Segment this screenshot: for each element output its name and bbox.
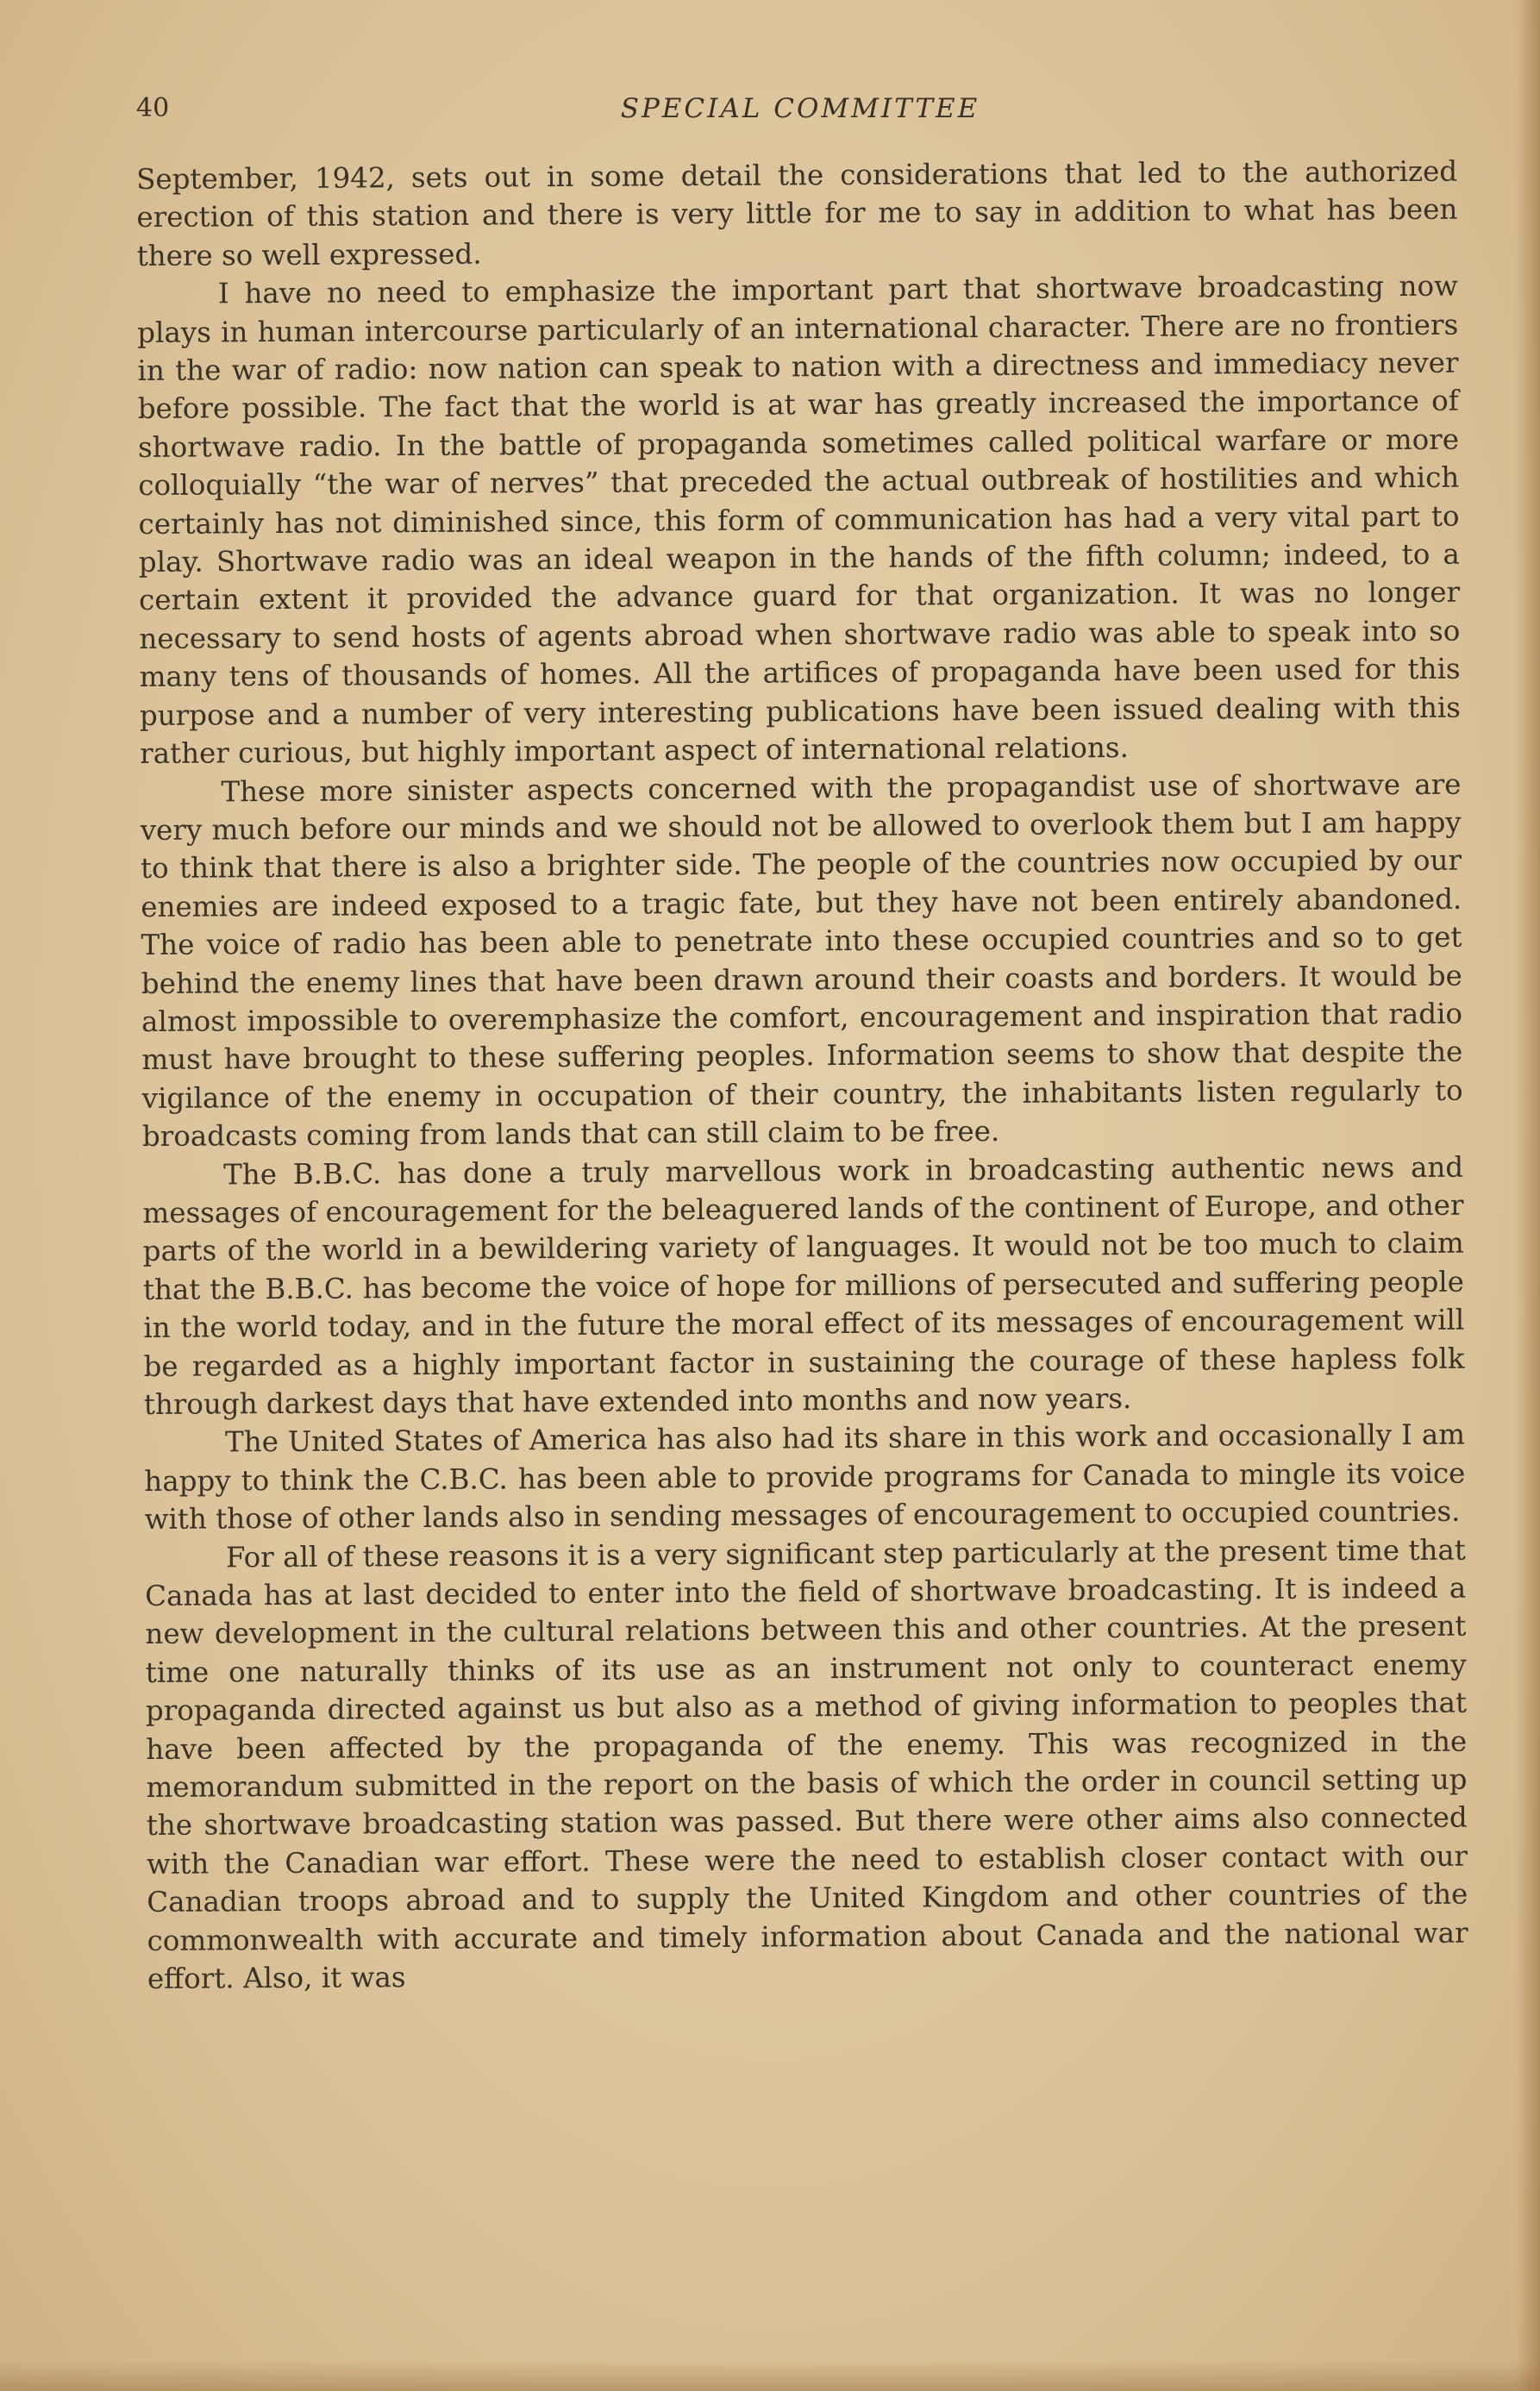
page-number: 40 (136, 93, 170, 123)
paragraph-1: September, 1942, sets out in some detail the considerations that led to the authorized erection of this station and there is very little for me to say in addition to what has been there so well expressed. (136, 154, 1458, 272)
page-edge-shadow-right (1516, 0, 1540, 2391)
paragraph-5: The United States of America has also had its share in this work and occasionally I am happy to think the C.B.C. has been able to provide programs for Canada to mingle its voice with those of other lands also in sending messages of encouragement to occupied countries. (144, 1418, 1466, 1537)
running-head: SPECIAL COMMITTEE (620, 93, 980, 124)
body-text (136, 153, 1468, 1999)
page-header (136, 93, 1464, 136)
paragraph-4: The B.B.C. has done a truly marvellous work in broadcasting authentic news and messages of encouragement for the beleaguered lands of the continent of Europe, and other parts of the world in a bewildering variety of languages. It would not be too much to claim that the B.B.C. has become the voice of hope for millions of persecuted and suffering people in the world today, and in the future the moral effect of its messages of encouragement will be regarded as a highly important factor in sustaining the courage of these hapless folk through darkest days that have extended into months and now years. (142, 1150, 1465, 1421)
paragraph-6: For all of these reasons it is a very significant step particularly at the present time that Canada has at last decided to enter into the field of shortwave broadcasting. It is indeed a new development in the cultural relations between this and other countries. At the present time one naturally thinks of its use as an instrument not only to counteract enemy propaganda directed against us but also as a method of giving information to peoples that have been affected by the propaganda of the enemy. This was recognized in the memorandum submitted in the report on the basis of which the order in council setting up the shortwave broadcasting station was passed. But there were other aims also connected with the Canadian war effort. These were the need to establish closer contact with our Canadian troops abroad and to supply the United Kingdom and other countries of the commonwealth with accurate and timely information about Canada and the national war effort. Also, it was (145, 1533, 1468, 1996)
paragraph-2: I have no need to emphasize the important part that shortwave broadcasting now plays in human intercourse particularly of an international character. There are no frontiers in the war of radio: now nation can speak to nation with a directness and immediacy never before possible. The fact that the world is at war has greatly increased the importance of shortwave radio. In the battle of propaganda sometimes called political warfare or more colloquially “the war of nerves” that preceded the actual outbreak of hostilities and which certainly has not diminished since, this form of communication has had a very vital part to play. Shortwave radio was an ideal weapon in the hands of the fifth column; indeed, to a certain extent it provided the advance guard for that organization. It was no longer necessary to send hosts of agents abroad when shortwave radio was able to speak into so many tens of thousands of homes. All the artifices of propaganda have been used for this purpose and a number of very interesting publications have been issued dealing with this rather curious, but highly important aspect of international relations. (137, 269, 1462, 771)
paragraph-3: These more sinister aspects concerned with the propagandist use of shortwave are very much before our minds and we should not be allowed to overlook them but I am happy to think that there is also a brighter side. The people of the countries now occupied by our enemies are indeed exposed to a tragic fate, but they have not been entirely abandoned. The voice of radio has been able to penetrate into these occupied countries and so to get behind the enemy lines that have been drawn around their coasts and borders. It would be almost impossible to overemphasize the comfort, encouragement and inspiration that radio must have brought to these suffering peoples. Information seems to show that despite the vigilance of the enemy in occupation of their country, the inhabitants listen regularly to broadcasts coming from lands that can still claim to be free. (140, 767, 1463, 1154)
page-edge-shadow-bottom (0, 2360, 1540, 2391)
